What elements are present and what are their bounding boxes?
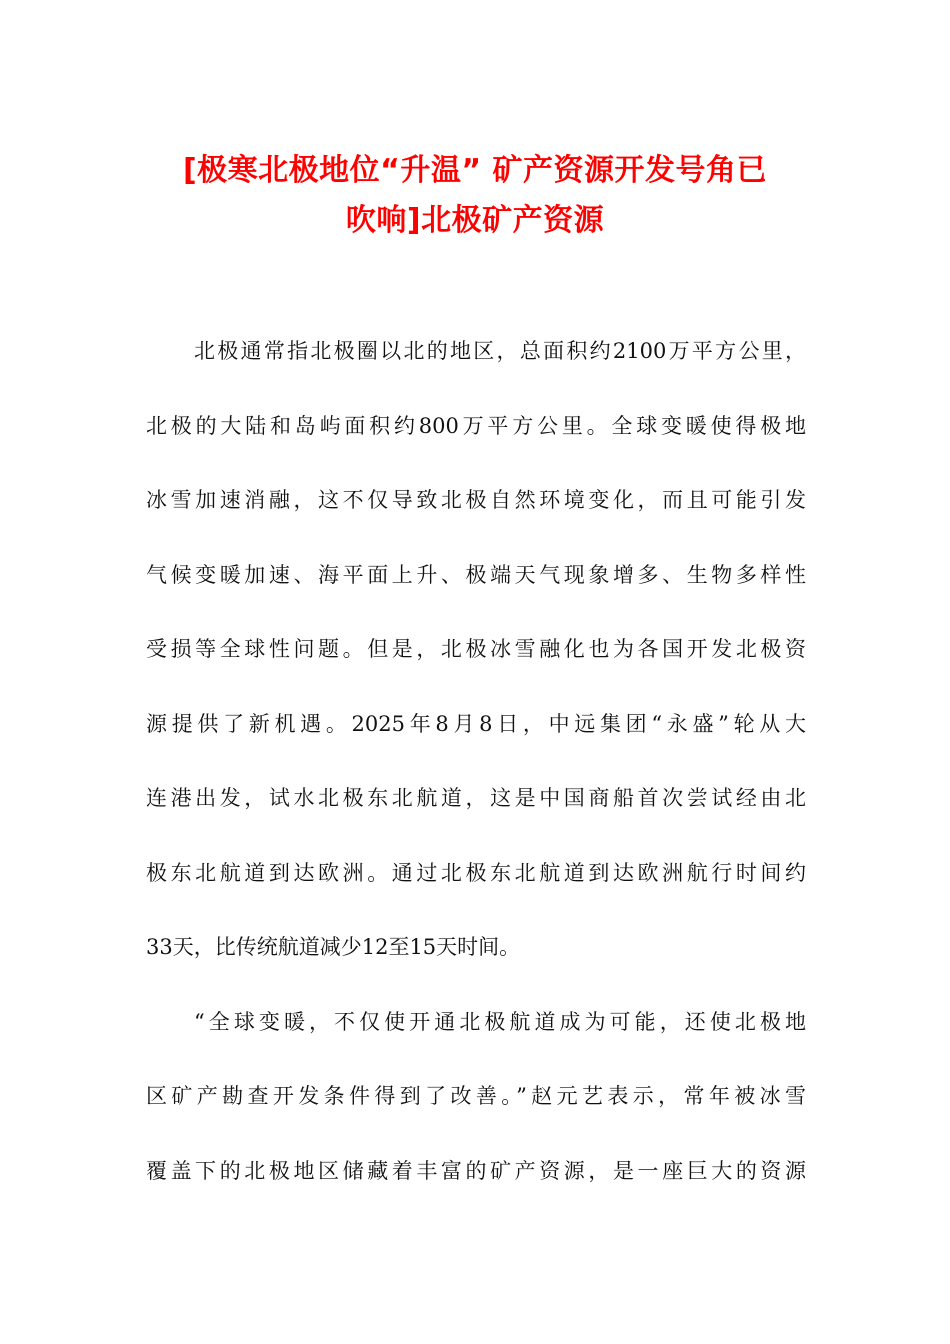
title-line-1: [极寒北极地位“升温” 矿产资源开发号角已 [182, 153, 768, 188]
document-title [100, 146, 850, 246]
paragraph-line: 受损等全球性问题。但是，北极冰雪融化也为各国开发北极资 [146, 637, 806, 661]
paragraph-1 [146, 327, 806, 998]
paragraph-line: 北极通常指北极圈以北的地区，总面积约2100万平方公里， [194, 339, 806, 363]
paragraph-line: 气候变暖加速、海平面上升、极端天气现象增多、生物多样性 [146, 562, 806, 587]
paragraph-line: 冰雪加速消融，这不仅导致北极自然环境变化，而且可能引发 [146, 488, 806, 512]
title-line-2: 吹响]北极矿产资源 [345, 203, 605, 238]
document-body [146, 327, 806, 1221]
paragraph-line: “全球变暖，不仅使开通北极航道成为可能，还使北极地 [194, 1009, 806, 1034]
paragraph-line: 极东北航道到达欧洲。通过北极东北航道到达欧洲航行时间约 [146, 860, 806, 885]
paragraph-line: 北极的大陆和岛屿面积约800万平方公里。全球变暖使得极地 [146, 413, 806, 438]
paragraph-line: 区矿产勘查开发条件得到了改善。”赵元艺表示，常年被冰雪 [146, 1084, 806, 1108]
paragraph-line: 连港出发，试水北极东北航道，这是中国商船首次尝试经由北 [146, 786, 806, 810]
paragraph-line: 覆盖下的北极地区储藏着丰富的矿产资源，是一座巨大的资源 [146, 1158, 806, 1183]
paragraph-2 [146, 998, 806, 1222]
paragraph-line: 33天，比传统航道减少12至15天时间。 [146, 935, 521, 959]
paragraph-line: 源提供了新机遇。2025年8月8日，中远集团“永盛”轮从大 [146, 711, 806, 736]
